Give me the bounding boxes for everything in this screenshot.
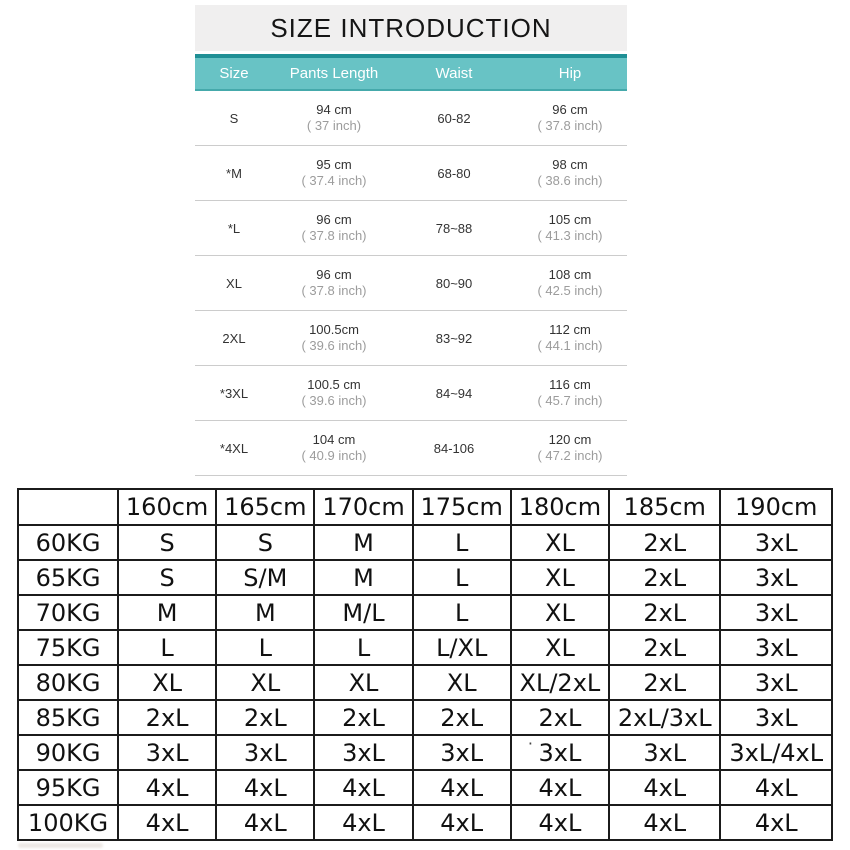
size-cell: *M [226,165,242,181]
matrix-row [18,525,832,560]
length-inch: ( 37.8 inch) [301,283,367,298]
height-header: 165cm [216,489,314,525]
size-value: 3xL [720,700,832,735]
pants-length-cell [273,267,395,299]
size-value: 4xL [118,805,216,840]
weight-label: 60KG [18,525,118,560]
pants-length-cell [273,102,395,134]
table-row [195,256,627,311]
hip-cell [513,322,627,354]
column-header-hip: Hip [558,65,582,82]
size-value: 4xL [413,770,511,805]
size-value: 3xL [720,525,832,560]
size-value: L [413,595,511,630]
size-value: 3xL [118,735,216,770]
size-value: 2xL [609,630,720,665]
waist-cell: 84~94 [435,385,473,401]
weight-label: 90KG [18,735,118,770]
hip-cell [513,377,627,409]
size-value: 4xL [314,770,412,805]
size-value: S [118,560,216,595]
matrix-header-row [18,489,832,525]
size-table-header [195,54,627,91]
length-cm: 104 cm [312,432,356,447]
size-value: 2xL [216,700,314,735]
size-cell: XL [226,275,242,291]
height-header: 175cm [413,489,511,525]
size-value: 4xL [720,805,832,840]
matrix-corner-cell [18,489,118,525]
size-value: L/XL [413,630,511,665]
hip-cm: 98 cm [552,157,588,172]
hip-inch: ( 45.7 inch) [537,393,603,408]
size-value: 2xL/3xL [609,700,720,735]
size-value: L [314,630,412,665]
size-value: L [118,630,216,665]
size-value: XL [511,630,609,665]
matrix-row [18,560,832,595]
length-inch: ( 39.6 inch) [301,338,367,353]
length-cm: 95 cm [316,157,352,172]
size-value: XL [511,560,609,595]
waist-cell: 80~90 [435,275,473,291]
weight-label: 85KG [18,700,118,735]
table-row [195,421,627,476]
size-value: 3xL [216,735,314,770]
hip-inch: ( 41.3 inch) [537,228,603,243]
hip-cm: 112 cm [549,322,591,337]
size-value: M/L [314,595,412,630]
size-value: 2xL [609,525,720,560]
size-cell: *L [227,220,241,236]
matrix-row [18,665,832,700]
length-cm: 100.5 cm [307,377,361,392]
waist-cell: 83~92 [435,330,473,346]
weight-label: 70KG [18,595,118,630]
page-title: SIZE INTRODUCTION [195,5,627,51]
table-row [195,146,627,201]
size-value: S [118,525,216,560]
size-value: 3xL [609,735,720,770]
weight-label: 75KG [18,630,118,665]
length-cm: 96 cm [316,212,352,227]
hip-cm: 120 cm [548,432,592,447]
size-value: M [314,560,412,595]
size-value: 4xL [118,770,216,805]
hip-cm: 96 cm [552,102,588,117]
length-inch: ( 37.8 inch) [301,228,367,243]
hip-cm: 105 cm [548,212,592,227]
size-value: XL [216,665,314,700]
hip-inch: ( 44.1 inch) [537,338,603,353]
size-value: 4xL [720,770,832,805]
matrix-row [18,630,832,665]
size-value: M [118,595,216,630]
pants-length-cell [273,377,395,409]
size-value: M [216,595,314,630]
size-value: 4xL [609,770,720,805]
length-cm: 96 cm [316,267,352,282]
height-header: 160cm [118,489,216,525]
size-value: 4xL [413,805,511,840]
pants-length-cell [273,432,395,464]
hip-inch: ( 47.2 inch) [537,448,603,463]
matrix-row [18,700,832,735]
stray-dot-mark: · [527,734,533,753]
matrix-row [18,770,832,805]
size-introduction-table [195,5,627,476]
hip-inch: ( 38.6 inch) [537,173,603,188]
matrix-row [18,805,832,840]
size-value: 2xL [609,560,720,595]
size-cell: 2XL [222,330,246,346]
size-value: 4xL [314,805,412,840]
weight-label: 65KG [18,560,118,595]
length-inch: ( 37.4 inch) [301,173,367,188]
size-cell: *3XL [219,385,249,401]
weight-height-size-matrix [17,488,833,841]
height-header: 185cm [609,489,720,525]
size-value: 3xL [413,735,511,770]
size-value: 3xL [720,665,832,700]
size-value: 4xL [216,805,314,840]
hip-cm: 108 cm [548,267,592,282]
size-value: XL [511,525,609,560]
size-cell: S [229,110,239,126]
size-value: 2xL [413,700,511,735]
pants-length-cell [273,157,395,189]
pants-length-cell [273,212,395,244]
size-value: 2xL [314,700,412,735]
length-inch: ( 37 inch) [306,118,362,133]
size-value: 3xL/4xL [720,735,832,770]
size-value: L [216,630,314,665]
size-value: XL [118,665,216,700]
waist-cell: 68-80 [437,165,471,181]
weight-label: 95KG [18,770,118,805]
size-value: S [216,525,314,560]
hip-cm: 116 cm [549,377,591,392]
length-inch: ( 40.9 inch) [301,448,367,463]
watermark-remnant [18,843,103,848]
size-value: 2xL [609,595,720,630]
size-value: 3xL [720,560,832,595]
height-header: 180cm [511,489,609,525]
size-value: S/M [216,560,314,595]
size-value: 3xL [314,735,412,770]
size-value: 4xL [216,770,314,805]
length-inch: ( 39.6 inch) [301,393,367,408]
waist-cell: 78~88 [435,220,473,236]
hip-cell [513,102,627,134]
weight-label: 80KG [18,665,118,700]
length-cm: 94 cm [316,102,352,117]
height-header: 170cm [314,489,412,525]
size-value: 2xL [609,665,720,700]
matrix-row [18,595,832,630]
size-cell: *4XL [219,440,249,456]
hip-cell [513,432,627,464]
pants-length-cell [273,322,395,354]
size-value: 2xL [118,700,216,735]
size-value: XL [413,665,511,700]
size-value: 4xL [511,805,609,840]
size-value: 3xL [720,630,832,665]
waist-cell: 84-106 [433,440,475,456]
column-header-pants-length: Pants Length [289,65,379,82]
size-value: 3xL [720,595,832,630]
size-value-text: 3xL [538,738,582,767]
hip-inch: ( 37.8 inch) [537,118,603,133]
size-value: M [314,525,412,560]
table-row [195,91,627,146]
size-value: 4xL [511,770,609,805]
size-value: L [413,525,511,560]
size-value: 2xL [511,700,609,735]
waist-cell: 60-82 [437,110,471,126]
hip-cell [513,267,627,299]
hip-inch: ( 42.5 inch) [537,283,603,298]
height-header: 190cm [720,489,832,525]
table-row [195,311,627,366]
weight-label: 100KG [18,805,118,840]
size-value: L [413,560,511,595]
size-value: 4xL [609,805,720,840]
table-row [195,201,627,256]
hip-cell [513,157,627,189]
size-value: XL [314,665,412,700]
column-header-waist: Waist [435,65,473,82]
matrix-row [18,735,832,770]
size-value: XL [511,595,609,630]
hip-cell [513,212,627,244]
size-value: XL/2xL [511,665,609,700]
length-cm: 100.5cm [309,322,359,337]
column-header-size: Size [219,65,249,82]
size-value [511,735,609,770]
table-row [195,366,627,421]
